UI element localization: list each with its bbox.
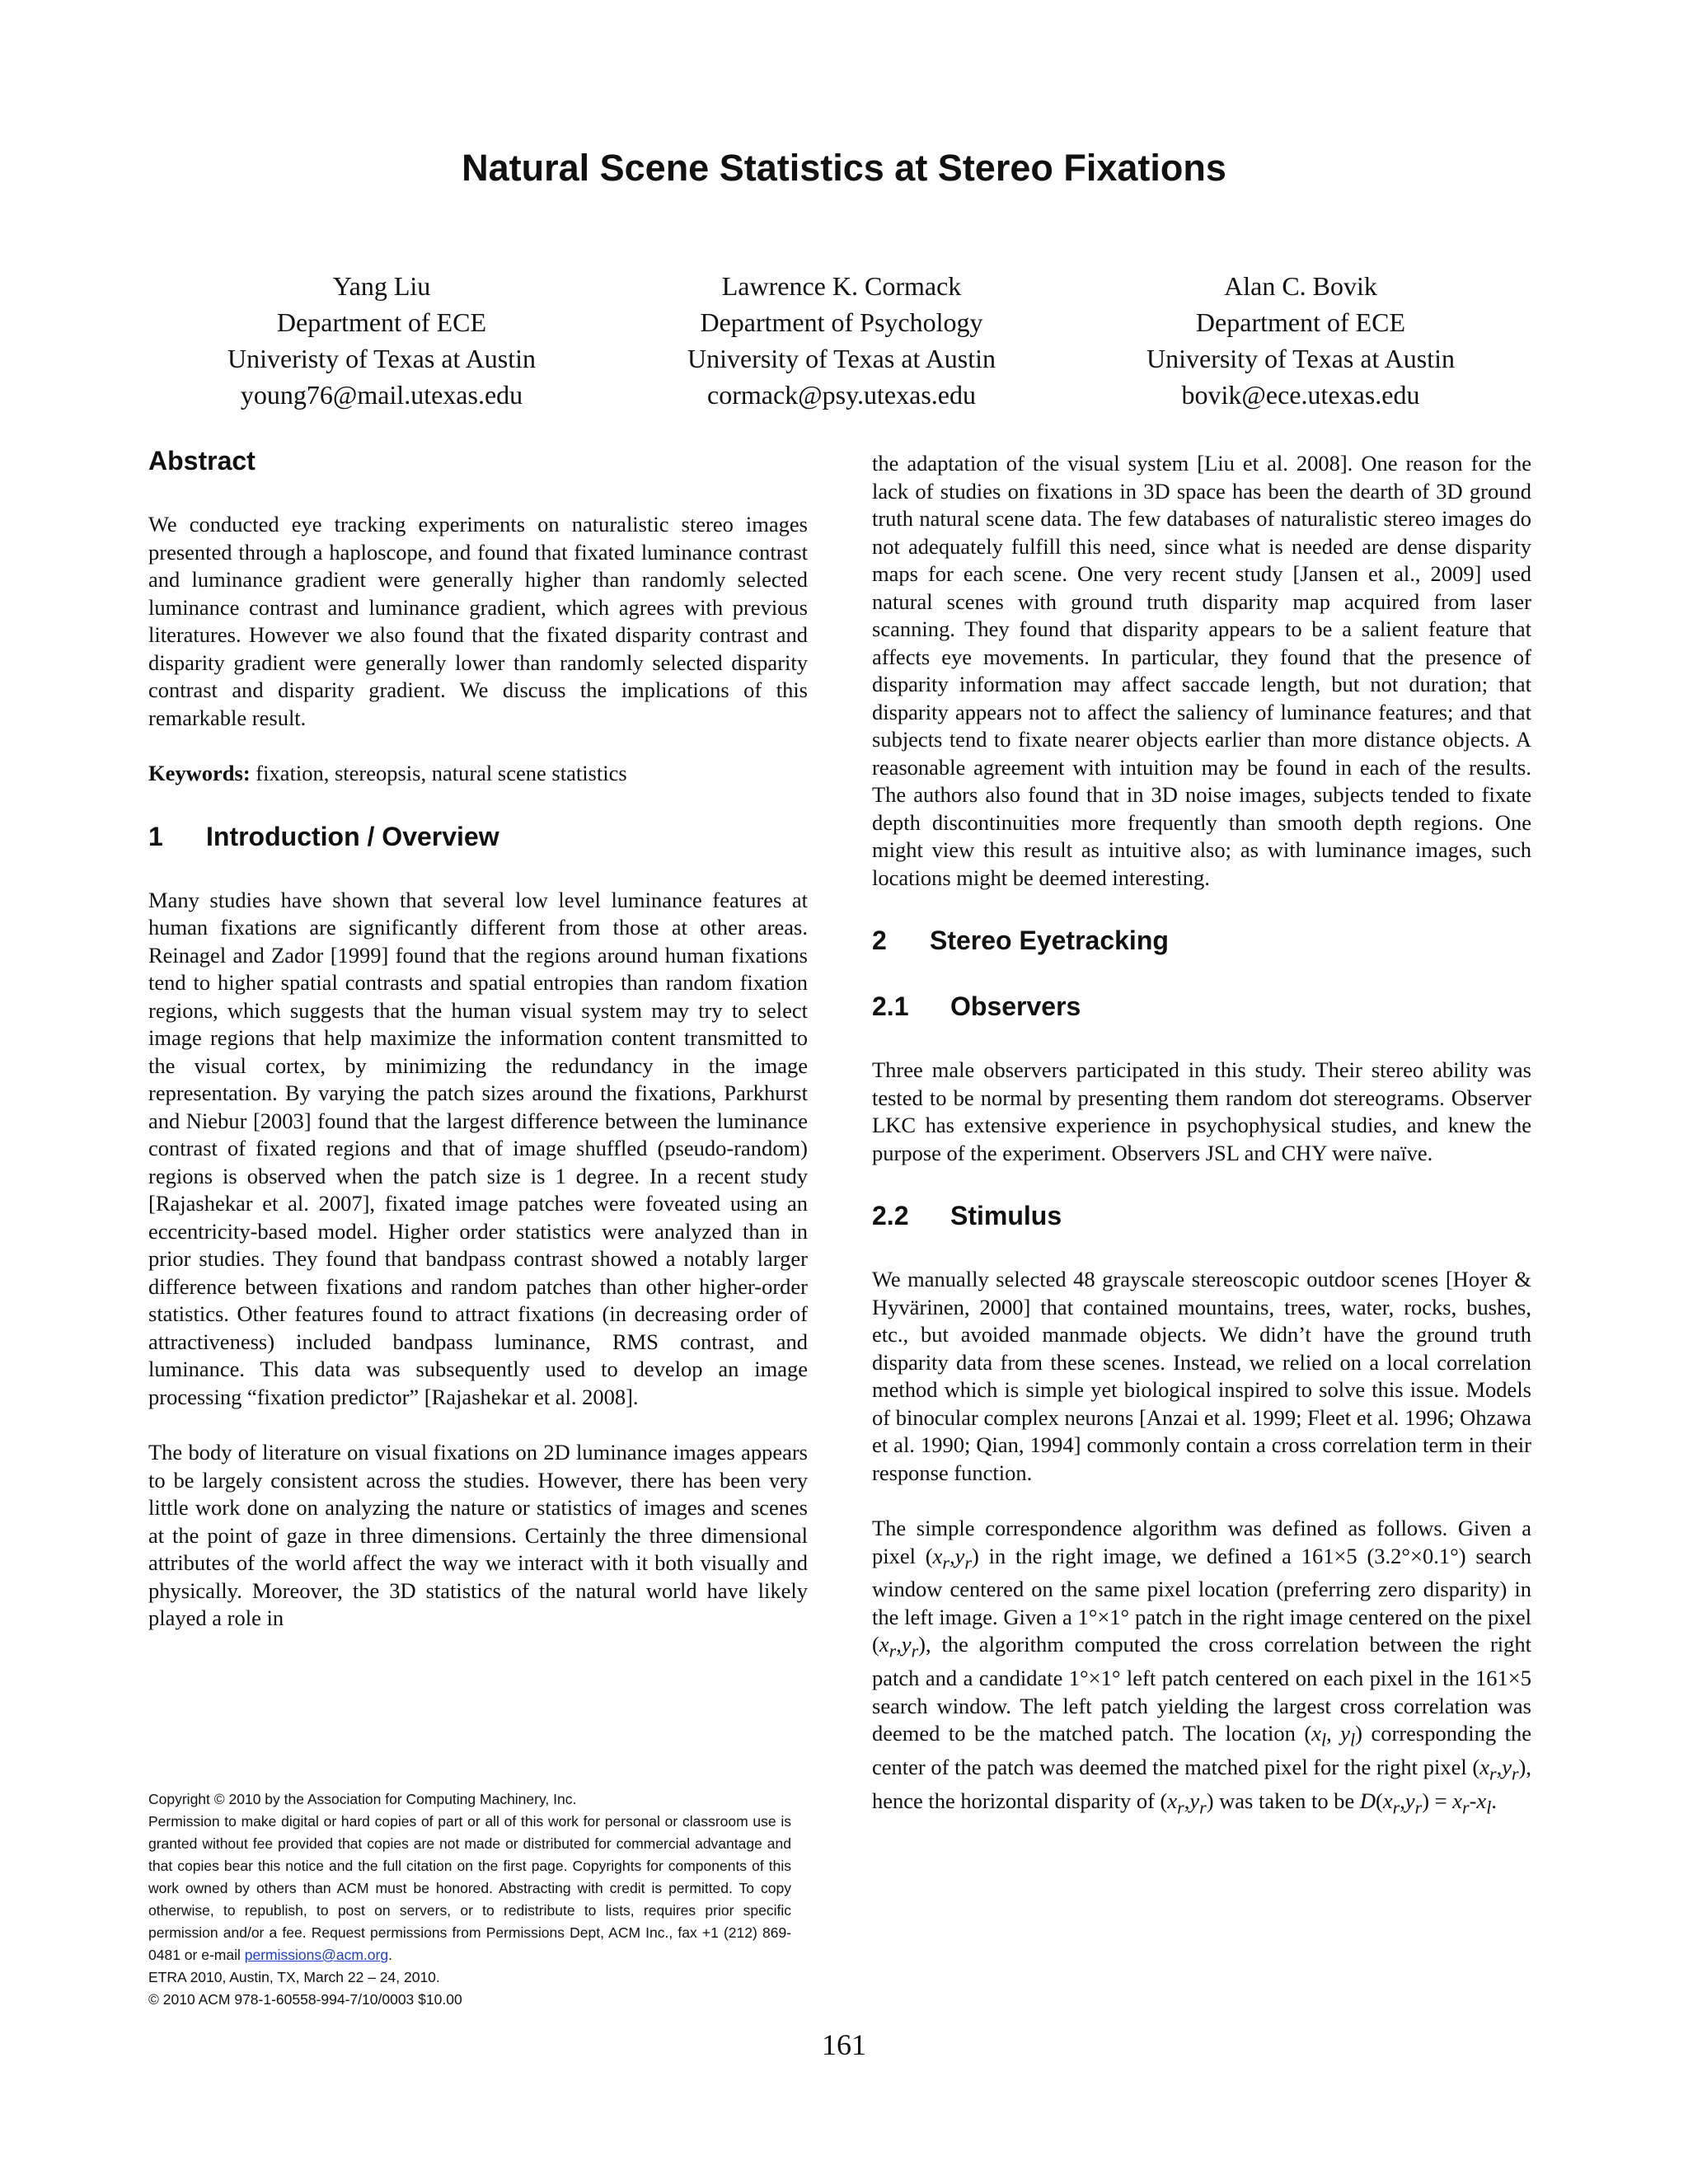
stimulus-paragraph-2: The simple correspondence algorithm was defined as follows. Given a pixel $(x_r,y_r)$ in the right image, we defined a 161×5 (3.2°×0.1°) search window centered on the same pixel location (preferring zero disparity) in the left image. Given a 1°×1° patch in the right image centered on the pixel $(x_r,y_r)$, the algorithm computed the cross correlation between the right patch and a candidate 1°×1° left patch centered on each pixel in the 161×5 search window. The left patch yielding the largest cross correlation was deemed to be the matched patch. The location ($x_l$, $y_l$) corresponding the center of the patch was deemed the matched pixel for the right pixel $(x_r,y_r)$, hence the horizontal disparity of $(x_r,y_r)$ was taken to be $D(x_r,y_r) = x_r-x_l$.	[872, 1516, 1531, 1817]
section-2-1-heading	[872, 991, 1531, 1022]
stimulus-paragraph-1: We manually selected 48 grayscale stereoscopic outdoor scenes [Hoyer & Hyvärinen, 2000] that contained mountains, trees, water, rocks, bushes, etc., but avoided manmade objects. We didn’t have the ground truth disparity data from these scenes. Instead, we relied on a local correlation method which is simple yet biological inspired to solve this issue. Models of binocular complex neurons [Anzai et al. 1999; Fleet et al. 1996; Ohzawa et al. 1990; Qian, 1994] commonly contain a cross correlation term in their response function.	[872, 1267, 1531, 1485]
author-dept: Department of ECE	[1195, 307, 1406, 337]
author-dept: Department of ECE	[276, 307, 487, 337]
author-dept: Department of Psychology	[700, 307, 983, 337]
copyright-notice	[148, 1788, 791, 2011]
section-2-heading	[872, 925, 1531, 956]
abstract-text: We conducted eye tracking experiments on naturalistic stereo images presented through a haploscope, and found that fixated luminance contrast and luminance gradient were generally higher than randomly selected luminance contrast and luminance gradient, which agrees with previous literatures. However we also found that the fixated disparity contrast and disparity gradient were generally lower than randomly selected disparity contrast and disparity gradient. We discuss the implications of this remarkable result.	[148, 512, 808, 730]
paper-title: Natural Scene Statistics at Stereo Fixations	[462, 147, 1226, 189]
author-1	[167, 268, 596, 413]
section-title: Observers	[950, 991, 1081, 1021]
section-2-2-heading	[872, 1200, 1531, 1231]
keywords	[148, 760, 808, 788]
author-3	[1086, 268, 1515, 413]
left-column	[148, 445, 808, 1633]
abstract-heading: Abstract	[148, 446, 256, 476]
keywords-label: Keywords:	[148, 761, 251, 785]
author-name: Yang Liu	[332, 271, 431, 301]
conference-line: ETRA 2010, Austin, TX, March 22 – 24, 2010.	[148, 1969, 440, 1985]
author-name: Alan C. Bovik	[1224, 271, 1377, 301]
intro-paragraph-3: the adaptation of the visual system [Liu et al. 2008]. One reason for the lack of studies on fixations in 3D space has been the dearth of 3D ground truth natural scene data. The few databases of naturalistic stereo images do not adequately fulfill this need, since what is needed are dense disparity maps for each scene. One very recent study [Jansen et al., 2009] used natural scenes with ground truth disparity map acquired from laser scanning. They found that disparity appears to be a salient feature that affects eye movements. In particular, they found that the presence of disparity information may affect saccade length, but not duration; that disparity appears not to affect the saliency of luminance features; and that subjects tend to fixate nearer objects earlier than more distance objects. A reasonable agreement with intuition may be found in each of the results. The authors also found that in 3D noise images, subjects tended to fixate depth discontinuities more frequently than smooth depth regions. One might view this result as intuitive also; as with luminance images, such locations might be deemed interesting.	[872, 451, 1531, 890]
observers-paragraph: Three male observers participated in this study. Their stereo ability was tested to be normal by presenting them random dot stereograms. Observer LKC has extensive experience in psychophysical studies, and knew the purpose of the experiment. Observers JSL and CHY were naïve.	[872, 1057, 1531, 1165]
section-title: Stimulus	[950, 1201, 1062, 1230]
section-1-heading	[148, 821, 808, 852]
author-block	[0, 268, 1688, 416]
page-number: 161	[822, 2028, 866, 2061]
author-email: young76@mail.utexas.edu	[240, 380, 523, 410]
right-column	[872, 450, 1531, 1821]
isbn-line: © 2010 ACM 978-1-60558-994-7/10/0003 $10.00	[148, 1991, 462, 2008]
section-number: 2.1	[872, 991, 909, 1021]
section-number: 1	[148, 821, 163, 851]
keywords-text: fixation, stereopsis, natural scene statistics	[256, 761, 627, 785]
copyright-line: Copyright © 2010 by the Association for Computing Machinery, Inc.	[148, 1791, 577, 1807]
section-title: Stereo Eyetracking	[930, 926, 1169, 955]
section-title: Introduction / Overview	[206, 821, 499, 851]
author-name: Lawrence K. Cormack	[721, 271, 962, 301]
author-2	[627, 268, 1056, 413]
author-univ: Univeristy of Texas at Austin	[227, 344, 536, 373]
permissions-email-link[interactable]: permissions@acm.org	[244, 1947, 389, 1963]
author-univ: University of Texas at Austin	[1146, 344, 1455, 373]
intro-paragraph-1: Many studies have shown that several low level luminance features at human fixations are significantly different from those at other areas. Reinagel and Zador [1999] found that the regions around human fixations tend to higher spatial contrasts and spatial entropies than random fixation regions, which suggests that the human visual system may try to select image regions that help maximize the information content transmitted to the visual cortex, by minimizing the redundancy in the image representation. By varying the patch sizes around the fixations, Parkhurst and Niebur [2003] found that the largest difference between the luminance contrast of fixated regions and that of image shuffled (pseudo-random) regions is observed when the patch size is 1 degree. In a recent study [Rajashekar et al. 2007], fixated image patches were foveated using an eccentricity-based model. Higher order statistics were analyzed than in prior studies. They found that bandpass contrast showed a notably larger difference between fixations and random patches than other higher-order statistics. Other features found to attract fixations (in decreasing order of attractiveness) included bandpass luminance, RMS contrast, and luminance. This data was subsequently used to develop an image processing “fixation predictor” [Rajashekar et al. 2008].	[148, 887, 808, 1409]
copyright-permissions: Permission to make digital or hard copies of part or all of this work for personal or classroom use is granted without fee provided that copies are not made or distributed for commercial advantage and that copies bear this notice and the full citation on the first page. Copyrights for components of this work owned by others than ACM must be honored. Abstracting with credit is permitted. To copy otherwise, to republish, to post on servers, or to redistribute to lists, requires prior specific permission and/or a fee. Request permissions from Permissions Dept, ACM Inc., fax +1 (212) 869-0481 or e-mail permissions@acm.org.	[148, 1813, 791, 1963]
author-univ: University of Texas at Austin	[687, 344, 996, 373]
author-email: bovik@ece.utexas.edu	[1181, 380, 1420, 410]
section-number: 2	[872, 926, 887, 955]
intro-paragraph-2: The body of literature on visual fixations on 2D luminance images appears to be largely consistent across the studies. However, there has been very little work done on analyzing the nature or statistics of images and scenes at the point of gaze in three dimensions. Certainly the three dimensional attributes of the world affect the way we interact with it both visually and physically. Moreover, the 3D statistics of the natural world have likely played a role in	[148, 1440, 808, 1630]
section-number: 2.2	[872, 1201, 909, 1230]
author-email: cormack@psy.utexas.edu	[707, 380, 976, 410]
